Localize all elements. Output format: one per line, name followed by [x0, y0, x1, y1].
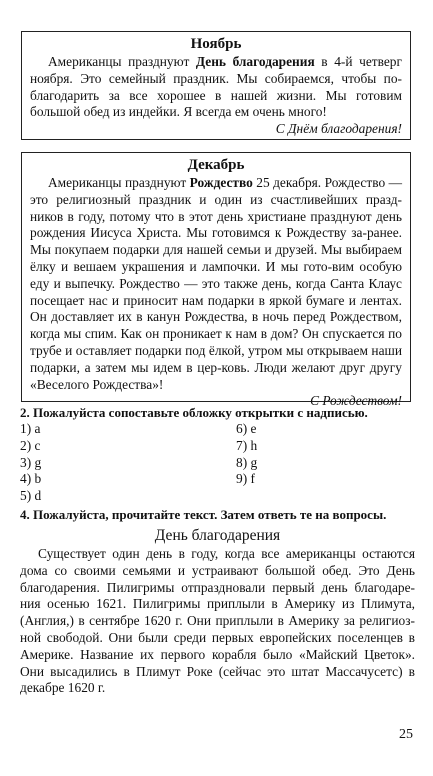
task4-heading: 4. Пожалуйста, прочитайте текст. Затем ответь те на вопросы.: [20, 507, 387, 522]
november-text-start: Американцы празднуют: [48, 54, 196, 69]
page-number: 25: [399, 727, 413, 742]
november-box: [21, 31, 411, 140]
article-title: День благодарения: [154, 527, 281, 544]
december-box: [21, 152, 411, 409]
answer-item: 3) g: [20, 454, 42, 470]
task2-heading: 2. Пожалуйста сопоставьте обложку открытки с надписью.: [20, 405, 368, 420]
december-text-end: 25 декабря. Рождество — это религиозный праздник и один из счастливейших празд-ников в году, потому что в этот день христиане празднуют день рождения Иисуса Христа. Мы готовимся к Рождеству за-ранее. Мы покупаем подарки для нашей семьи и друзей. Мы выбираем ёлку и вешаем украшения и лампочки. И мы гото-вим особую еду и выпечку. Рождество — это также день, когда Санта Клаус посещает нас и приносит нам подарки в яркой бумаге и лентах. Он доставляет их в канун Рождества, в ночь перед Рождеством, когда мы спим. Как он проникает к нам в дом? Он спускается по трубе и оставляет подарки под ёлкой, утром мы открываем наши подарки, а затем мы идем в цер-ковь. Люди желают друг другу «Веселого Рождества»!: [30, 175, 402, 392]
november-text: [30, 54, 402, 121]
december-text-bold: Рождество: [189, 175, 253, 190]
november-signature: С Днём благодарения!: [275, 121, 402, 137]
november-text-bold: День благодарения: [195, 54, 315, 69]
december-signature: С Рождеством!: [310, 393, 402, 409]
answer-item: 9) f: [236, 471, 255, 487]
answer-item: 8) g: [236, 454, 258, 470]
december-text-start: Американцы празднуют: [48, 175, 190, 190]
december-title: Декабрь: [187, 157, 245, 173]
answer-item: 7) h: [236, 437, 258, 453]
answer-item: 2) c: [20, 437, 41, 453]
november-text-end: в 4-й четверг ноября. Это семейный праздник. Мы собираемся, чтобы по-благодарить за все хорошее в нашей жизни. Мы готовим большой обед из индейки. Я всегда ем очень много!: [30, 54, 402, 120]
december-text: [30, 175, 402, 393]
answers-right-column: [236, 421, 257, 488]
answer-item: 4) b: [20, 471, 42, 487]
answer-item: 5) d: [20, 488, 42, 504]
answers-left-column: [20, 421, 41, 505]
november-title: Ноябрь: [190, 36, 242, 52]
answer-item: 6) e: [236, 421, 257, 436]
answer-item: 1) a: [20, 421, 41, 436]
article-text: Существует один день в году, когда все американцы остаются дома со своими семьями и устраивают большой обед. Это День благодарения. Пилигримы отпраздновали первый день благодаре-ния осенью 1621. Пилигримы приплыли в Америку из Плимута, (Англия,) в сентябре 1620 г. Они приплыли в Америку за религиоз-ной свободой. Они были среди первых европейских поселенцев в Америке. Название их первого корабля было «Майский Цветок». Они высадились в Плимут Роке (сейчас это штат Массачусетс) в декабре 1620 г.: [20, 546, 415, 696]
